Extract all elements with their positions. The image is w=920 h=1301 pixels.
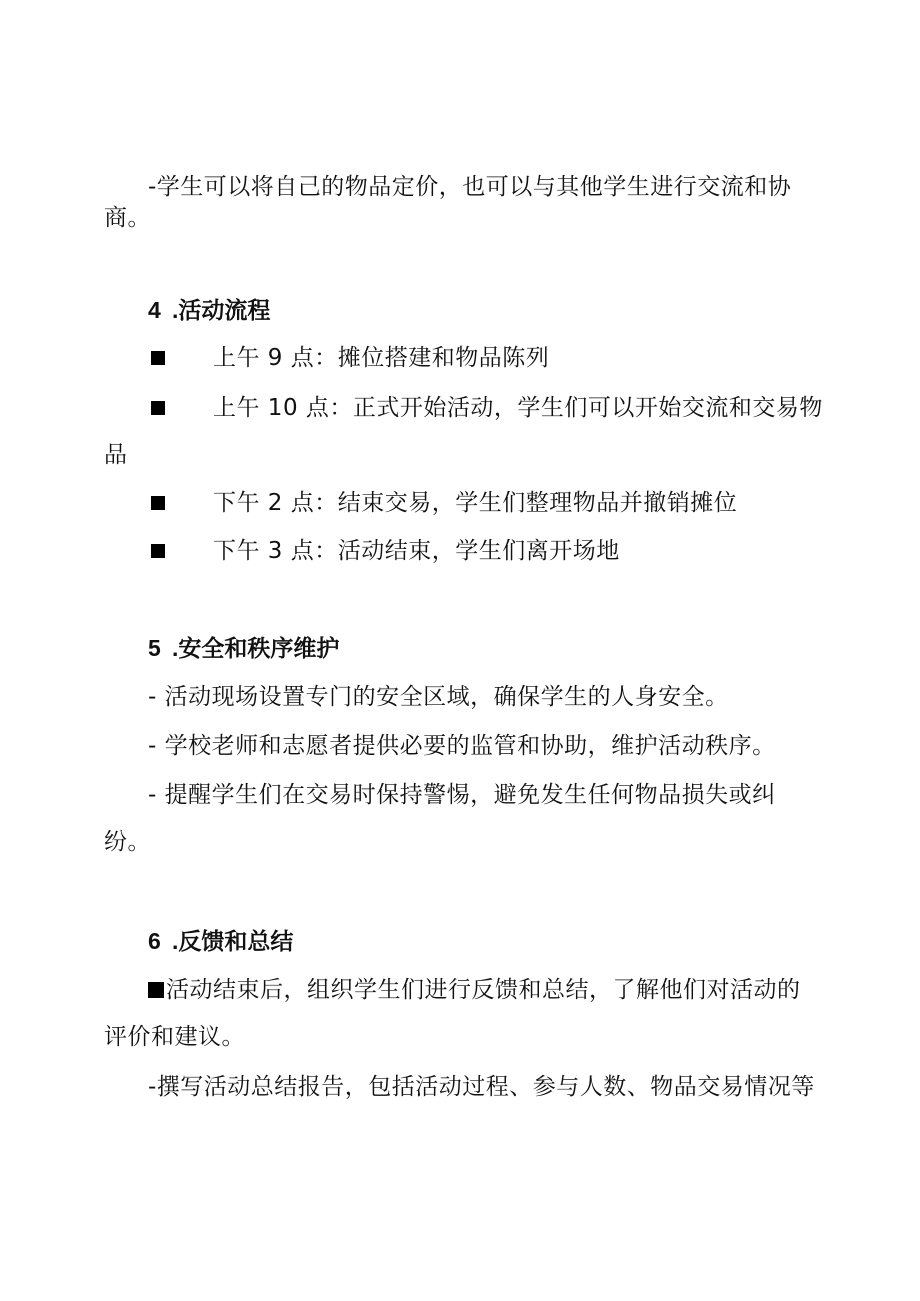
schedule-item-3-text: 下午 2 点：结束交易，学生们整理物品并撤销摊位 xyxy=(213,490,738,516)
safety-line-1: - 活动现场设置专门的安全区域，确保学生的人身安全。 xyxy=(148,684,729,710)
schedule-item-1-text: 上午 9 点：摊位搭建和物品陈列 xyxy=(213,345,550,371)
square-bullet-icon xyxy=(151,496,165,510)
square-bullet-icon xyxy=(151,401,165,415)
section-4-title: .活动流程 xyxy=(172,297,271,323)
safety-line-3: - 提醒学生们在交易时保持警惕，避免发生任何物品损失或纠 xyxy=(148,782,776,808)
intro-line-1: -学生可以将自己的物品定价，也可以与其他学生进行交流和协 xyxy=(148,174,792,200)
schedule-item-2-continuation: 品 xyxy=(104,442,128,468)
section-4-number: 4 xyxy=(148,297,161,323)
section-6-number: 6 xyxy=(148,928,161,954)
schedule-item-4-text: 下午 3 点：活动结束，学生们离开场地 xyxy=(213,538,620,564)
section-6-heading xyxy=(148,926,293,956)
schedule-item-2 xyxy=(151,393,851,423)
intro-line-2: 商。 xyxy=(104,205,151,231)
schedule-item-1 xyxy=(151,343,851,373)
safety-line-3-continuation: 纷。 xyxy=(104,829,151,855)
square-bullet-icon xyxy=(148,982,164,998)
feedback-para-1-line-2: 评价和建议。 xyxy=(104,1024,245,1050)
section-4-heading xyxy=(148,295,270,325)
feedback-para-1-line-1 xyxy=(148,975,801,1005)
schedule-item-3 xyxy=(151,488,851,518)
square-bullet-icon xyxy=(151,351,165,365)
section-6-title: .反馈和总结 xyxy=(172,928,294,954)
square-bullet-icon xyxy=(151,544,165,558)
section-5-number: 5 xyxy=(148,635,161,661)
section-5-title: .安全和秩序维护 xyxy=(172,635,340,661)
schedule-item-2-text: 上午 10 点：正式开始活动，学生们可以开始交流和交易物 xyxy=(213,395,823,421)
section-5-heading xyxy=(148,633,339,663)
safety-line-2: - 学校老师和志愿者提供必要的监管和协助，维护活动秩序。 xyxy=(148,733,776,759)
feedback-para-1-text: 活动结束后，组织学生们进行反馈和总结，了解他们对活动的 xyxy=(166,977,801,1003)
feedback-para-2-line-1: -撰写活动总结报告，包括活动过程、参与人数、物品交易情况等 xyxy=(148,1074,815,1100)
schedule-item-4 xyxy=(151,536,851,566)
